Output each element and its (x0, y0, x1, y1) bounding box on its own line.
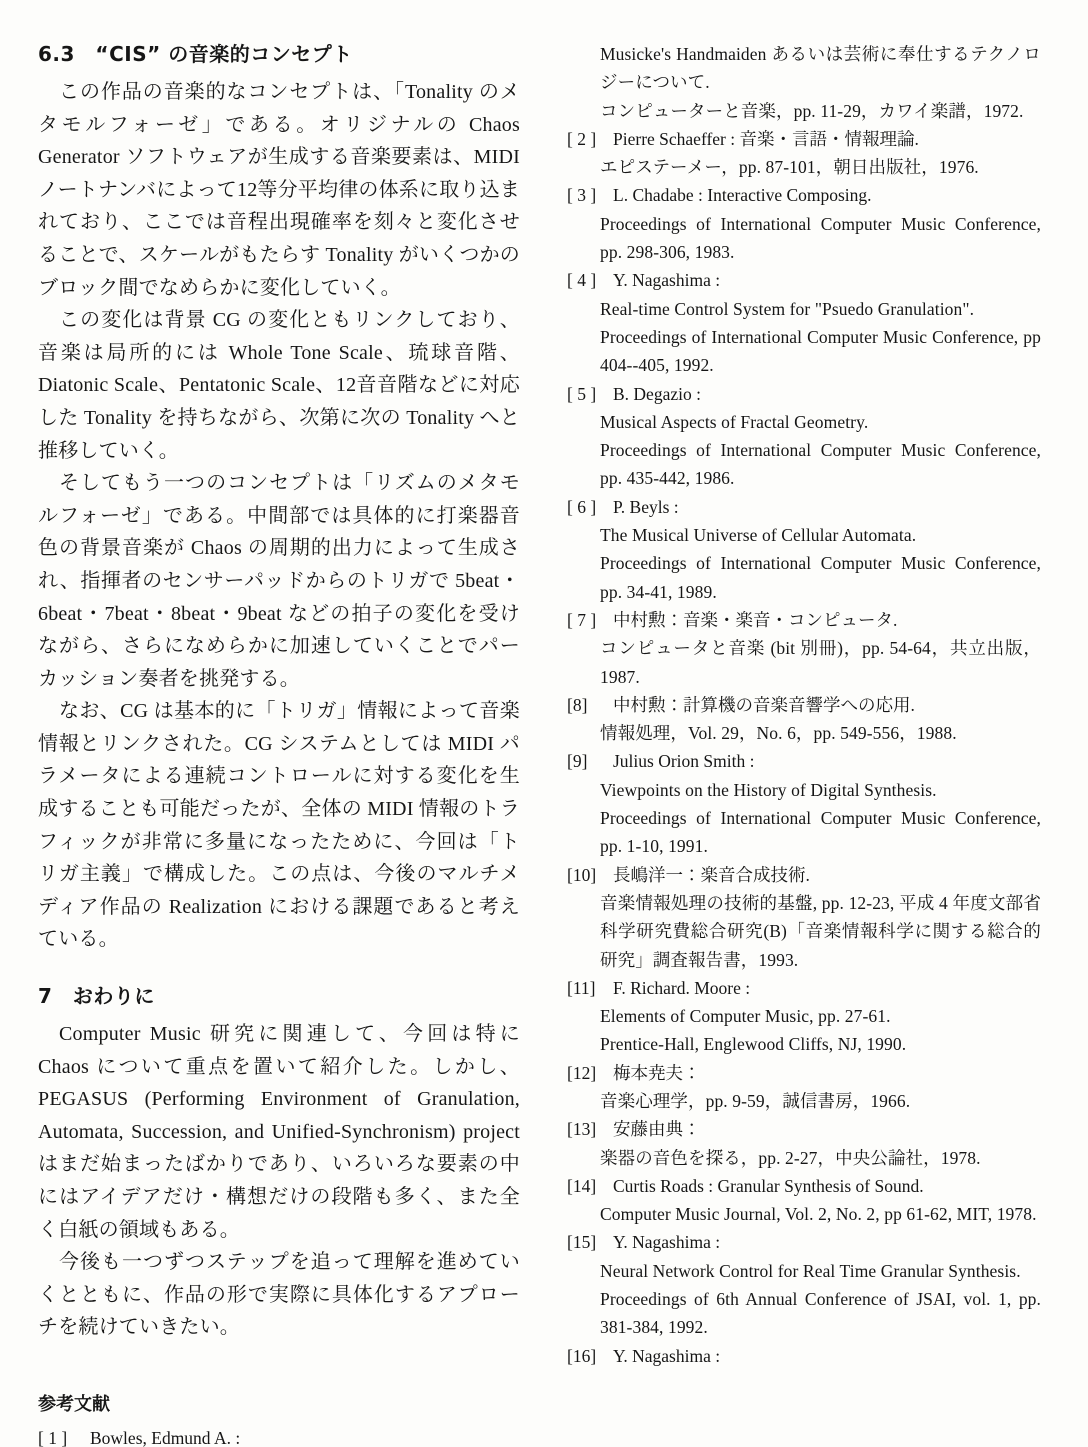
reference-label: [ 5 ] (567, 383, 597, 404)
reference-entry (567, 40, 1041, 125)
reference-source: Musicke's Handmaiden あるいは芸術に奉仕するテクノロジーについて. (600, 44, 1041, 93)
reference-head (567, 1059, 1041, 1087)
reference-title: 梅本尭夫： (613, 1062, 701, 1083)
reference-source: コンピューターと音楽，pp. 11-29，カワイ楽譜，1972. (600, 100, 1024, 121)
reference-head (567, 1228, 1041, 1256)
section-6-3-paragraph: なお、CG は基本的に「トリガ」情報によって音楽情報とリンクされた。CG システムとしては MIDI パラメータによる連続コントロールに対する変化を生成することも可能だったが、全体の MIDI 情報のトラフィックが非常に多量になったために、今回は「トリガ主義」で構成した。この点は、今後のマルチメディア作品の Realization における課題であると考えている。 (38, 700, 520, 951)
reference-entry (567, 1228, 1041, 1341)
reference-head (567, 125, 1041, 153)
reference-label: [12] (567, 1062, 597, 1083)
reference-label: [15] (567, 1232, 597, 1253)
reference-head (567, 606, 1041, 634)
reference-source: エピステーメー，pp. 87-101，朝日出版社，1976. (600, 157, 979, 178)
reference-source: 音楽情報処理の技術的基盤, pp. 12-23, 平成 4 年度文部省科学研究費総合研究(B)「音楽情報科学に関する総合的研究」調査報告書，1993. (600, 892, 1041, 970)
left-column (38, 40, 520, 1447)
reference-label: [ 2 ] (567, 128, 597, 149)
reference-source: The Musical Universe of Cellular Automata. (600, 525, 917, 546)
reference-source: Proceedings of International Computer Music Conference, pp. 298-306, 1983. (600, 213, 1041, 263)
reference-source: Proceedings of International Computer Music Conference, pp 404--405, 1992. (600, 326, 1041, 376)
reference-source: 楽器の音色を探る，pp. 2-27，中央公論社，1978. (600, 1147, 981, 1168)
reference-source: Musical Aspects of Fractal Geometry. (600, 411, 869, 432)
reference-head (567, 691, 1041, 719)
reference-head (567, 266, 1041, 294)
section-6-3-paragraph: この変化は背景 CG の変化ともリンクしており、音楽は局所的には Whole Tone Scale、琉球音階、Diatonic Scale、Pentatonic Scale、12音音階などに対応した Tonality を持ちながら、次第に次の Tonality へと推移していく。 (38, 309, 520, 462)
reference-source: Neural Network Control for Real Time Granular Synthesis. (600, 1260, 1021, 1281)
reference-entry-1 (38, 1424, 520, 1447)
reference-title: 中村勲：音楽・楽音・コンピュータ. (613, 609, 898, 630)
reference-head (567, 1172, 1041, 1200)
references-heading: 参考文献 (38, 1393, 110, 1415)
reference-title: Julius Orion Smith : (613, 751, 755, 772)
reference-source: Elements of Computer Music, pp. 27-61. (600, 1006, 891, 1027)
reference-entry (567, 1172, 1041, 1229)
section-6-3-heading: 6.3 “CIS” の音楽的コンセプト (38, 42, 353, 66)
reference-head (567, 974, 1041, 1002)
reference-entry (567, 974, 1041, 1059)
section-6-3-paragraph: そしてもう一つのコンセプトは「リズムのメタモルフォーゼ」である。中間部では具体的に打楽器音色の背景音楽が Chaos の周期的出力によって生成され、指揮者のセンサーパッドからのトリガで 5beat・6beat・7beat・8beat・9beat などの拍子の変化を受けながら、さらになめらかに加速していくことでパーカッション奏者を挑発する。 (38, 472, 520, 690)
reference-source: Proceedings of 6th Annual Conference of JSAI, vol. 1, pp. 381-384, 1992. (600, 1289, 1041, 1338)
reference-title: Y. Nagashima : (613, 1345, 721, 1366)
reference-label: [16] (567, 1345, 597, 1366)
section-7-paragraph: 今後も一つずつステップを追って理解を進めていくとともに、作品の形で実際に具体化するアプローチを続けていきたい。 (38, 1251, 520, 1339)
reference-title: Y. Nagashima : (613, 1232, 721, 1253)
reference-head (567, 747, 1041, 775)
reference-author: Bowles, Edmund A. : (90, 1427, 241, 1447)
reference-label: [8] (567, 694, 588, 715)
reference-source: 音楽心理学，pp. 9-59，誠信書房，1966. (600, 1090, 911, 1111)
reference-label: [11] (567, 977, 596, 998)
section-7-heading: 7 おわりに (38, 984, 155, 1009)
section-7-paragraph: Computer Music 研究に関連して、今回は特に Chaos について重点を置いて紹介した。しかし、PEGASUS (Performing Environment of Granulation, Automata, Succession, and Unified-Synchronism) project はまだ始まったばかりであり、いろいろな要素の中にはアイデアだけ・構想だけの段階も多く、また全く白紙の領域もある。 (38, 1023, 520, 1241)
reference-head (567, 181, 1041, 209)
reference-source: Real-time Control System for "Psuedo Granulation". (600, 298, 975, 319)
reference-entry (567, 1115, 1041, 1172)
reference-source: Viewpoints on the History of Digital Synthesis. (600, 779, 937, 800)
reference-entry (567, 1059, 1041, 1116)
section-6-3-paragraph: この作品の音楽的なコンセプトは、「Tonality のメタモルフォーゼ」である。オリジナルの Chaos Generator ソフトウェアが生成する音楽要素は、MIDI ノートナンバによって12等分平均律の体系に取り込まれており、ここでは音程出現確率を刻々と変化させることで、スケールがもたらす Tonality がいくつかのブロック間でなめらかに変化していく。 (38, 81, 520, 299)
reference-title: P. Beyls : (613, 496, 679, 517)
reference-label: [14] (567, 1175, 597, 1196)
reference-entry (567, 380, 1041, 493)
reference-head (567, 1342, 1041, 1370)
right-column-references (567, 40, 1041, 1370)
reference-title: L. Chadabe : Interactive Composing. (613, 185, 872, 206)
reference-source: Proceedings of International Computer Music Conference, pp. 34-41, 1989. (600, 553, 1041, 602)
reference-title: F. Richard. Moore : (613, 977, 751, 998)
reference-source: Proceedings of International Computer Music Conference, pp. 1-10, 1991. (600, 808, 1041, 857)
reference-entry (567, 1342, 1041, 1370)
reference-source: Computer Music Journal, Vol. 2, No. 2, pp 61-62, MIT, 1978. (600, 1204, 1037, 1225)
reference-label: [ 3 ] (567, 185, 597, 206)
reference-entry (567, 266, 1041, 379)
reference-title: 長嶋洋一：楽音合成技術. (613, 864, 810, 885)
reference-entry (567, 691, 1041, 748)
reference-entry (567, 861, 1041, 974)
reference-source: Prentice-Hall, Englewood Cliffs, NJ, 1990. (600, 1034, 907, 1055)
reference-label: [13] (567, 1119, 597, 1140)
reference-label: [ 7 ] (567, 609, 597, 630)
reference-title: B. Degazio : (613, 383, 701, 404)
reference-label: [9] (567, 751, 588, 772)
reference-head (567, 861, 1041, 889)
reference-label: [10] (567, 864, 597, 885)
reference-entry (567, 125, 1041, 182)
reference-title: 中村勲：計算機の音楽音響学への応用. (613, 694, 915, 715)
reference-head (567, 1115, 1041, 1143)
reference-entry (567, 606, 1041, 691)
reference-title: Curtis Roads : Granular Synthesis of Sound. (613, 1175, 924, 1196)
reference-title: Y. Nagashima : (613, 270, 721, 291)
reference-label: [ 6 ] (567, 496, 597, 517)
reference-entry (567, 493, 1041, 606)
reference-label: [ 1 ] (38, 1427, 68, 1447)
reference-source: 情報処理，Vol. 29，No. 6，pp. 549-556，1988. (600, 723, 957, 744)
reference-title: 安藤由典： (613, 1119, 701, 1140)
reference-source: コンピュータと音楽 (bit 別冊)，pp. 54-64，共立出版，1987. (600, 638, 1041, 687)
reference-entry (567, 747, 1041, 860)
reference-head (567, 380, 1041, 408)
reference-title: Pierre Schaeffer : 音楽・言語・情報理論. (613, 128, 919, 149)
reference-label: [ 4 ] (567, 270, 597, 291)
reference-head (567, 493, 1041, 521)
reference-entry (567, 181, 1041, 266)
reference-source: Proceedings of International Computer Music Conference, pp. 435-442, 1986. (600, 440, 1041, 489)
